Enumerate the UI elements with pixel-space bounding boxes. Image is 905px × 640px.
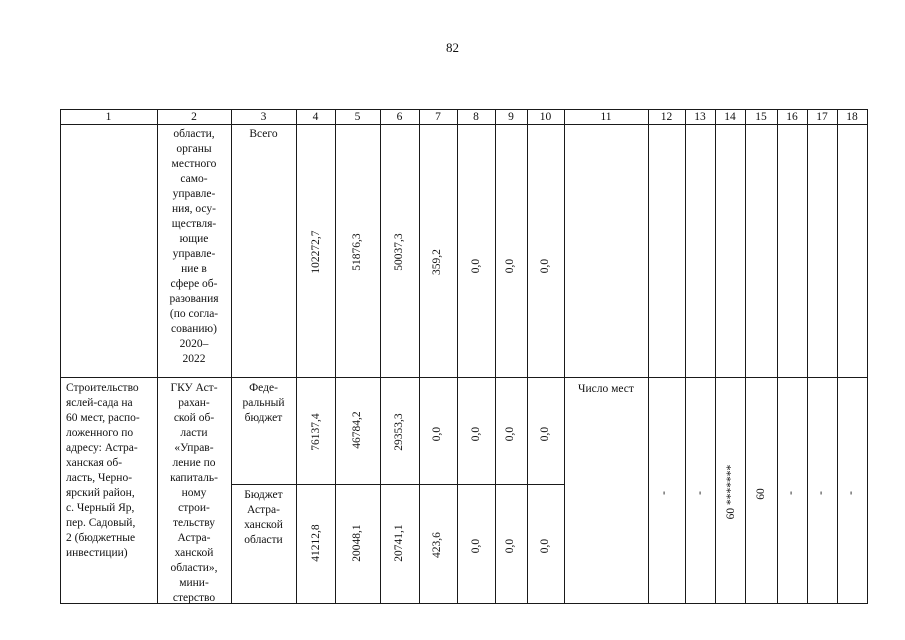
row-a-source-cell: Всего xyxy=(249,128,278,140)
column-border xyxy=(685,109,686,604)
column-border xyxy=(715,109,716,604)
column-border xyxy=(564,109,565,604)
regional-value-5: 20048,1 xyxy=(351,524,363,562)
column-border xyxy=(380,109,381,604)
row-a-value-4: 102272,7 xyxy=(310,230,322,274)
regional-value-6: 20741,1 xyxy=(393,524,405,562)
column-header-15: 15 xyxy=(755,111,767,123)
column-border xyxy=(648,109,649,604)
target-value-17: - xyxy=(815,491,827,495)
row-b-source-federal: Феде- ральный бюджет xyxy=(242,382,285,424)
column-border xyxy=(777,109,778,604)
page-number: 82 xyxy=(446,40,459,55)
row-b-activity-cell: Строительство яслей-сада на 60 мест, распо- ложенного по адресу: Астра- ханская об- ласть, Черно- ярский район, с. Черный Яр, пер. Садовый, 2 (бюджетные инвестиции) xyxy=(66,382,140,559)
column-header-10: 10 xyxy=(539,111,552,123)
column-border xyxy=(335,109,336,604)
federal-value-8: 0,0 xyxy=(470,426,482,442)
row-a-value-9: 0,0 xyxy=(504,258,516,274)
regional-value-9: 0,0 xyxy=(504,538,516,554)
row-b-source-regional: Бюджет Астра- ханской области xyxy=(244,489,283,546)
column-header-6: 6 xyxy=(396,111,403,123)
column-header-18: 18 xyxy=(846,111,858,123)
column-border xyxy=(837,109,838,604)
column-border xyxy=(419,109,420,604)
column-header-4: 4 xyxy=(312,111,319,123)
column-header-7: 7 xyxy=(435,111,441,123)
federal-value-10: 0,0 xyxy=(539,426,551,442)
federal-value-4: 76137,4 xyxy=(310,413,322,451)
regional-value-8: 0,0 xyxy=(470,538,482,554)
column-header-14: 14 xyxy=(724,111,736,123)
column-border xyxy=(296,109,297,604)
federal-value-9: 0,0 xyxy=(504,426,516,442)
column-header-16: 16 xyxy=(786,111,798,123)
target-value-15: 60 xyxy=(755,488,767,500)
target-value-16: - xyxy=(785,491,797,495)
target-value-13: - xyxy=(694,491,706,495)
regional-value-10: 0,0 xyxy=(539,538,551,554)
federal-value-5: 46784,2 xyxy=(351,411,363,449)
source-divider xyxy=(231,484,564,485)
column-border xyxy=(745,109,746,604)
column-border xyxy=(867,109,868,604)
row-divider xyxy=(60,377,868,378)
federal-value-7: 0,0 xyxy=(431,426,443,442)
column-header-12: 12 xyxy=(660,111,673,123)
row-a-value-5: 51876,3 xyxy=(351,233,363,271)
column-header-9: 9 xyxy=(508,111,514,123)
target-value-14: 60 ******* xyxy=(725,464,737,520)
column-header-8: 8 xyxy=(473,111,479,123)
column-header-2: 2 xyxy=(191,111,197,123)
row-b-indicator-cell: Число мест xyxy=(578,383,634,395)
column-header-17: 17 xyxy=(816,111,828,123)
column-header-1: 1 xyxy=(105,111,112,123)
row-a-value-6: 50037,3 xyxy=(393,233,405,271)
column-header-13: 13 xyxy=(694,111,706,123)
column-border xyxy=(527,109,528,604)
row-a-value-8: 0,0 xyxy=(470,258,482,274)
column-border xyxy=(60,109,61,604)
column-border xyxy=(807,109,808,604)
row-a-executor-cell: области, органы местного само- управле- ния, осу- ществля- ющие управле- ние в сфере об- разования (по согла- сованию) 2020– 2022 xyxy=(169,128,219,365)
column-header-5: 5 xyxy=(354,111,361,123)
row-b-executor-cell: ГКУ Аст- рахан- ской об- ласти «Управ- ление по капиталь- ному строи- тельству Астра- ханской области», мини- стерство xyxy=(170,382,218,604)
column-border xyxy=(495,109,496,604)
column-header-3: 3 xyxy=(260,111,267,123)
column-header-11: 11 xyxy=(600,111,612,123)
table-header-bottom-border xyxy=(60,124,868,125)
regional-value-4: 41212,8 xyxy=(310,524,322,562)
target-value-12: - xyxy=(658,491,670,495)
column-border xyxy=(457,109,458,604)
regional-value-7: 423,6 xyxy=(431,532,443,558)
federal-value-6: 29353,3 xyxy=(393,413,405,451)
target-value-18: - xyxy=(845,491,857,495)
row-a-value-7: 359,2 xyxy=(431,249,443,275)
row-a-value-10: 0,0 xyxy=(539,258,551,274)
